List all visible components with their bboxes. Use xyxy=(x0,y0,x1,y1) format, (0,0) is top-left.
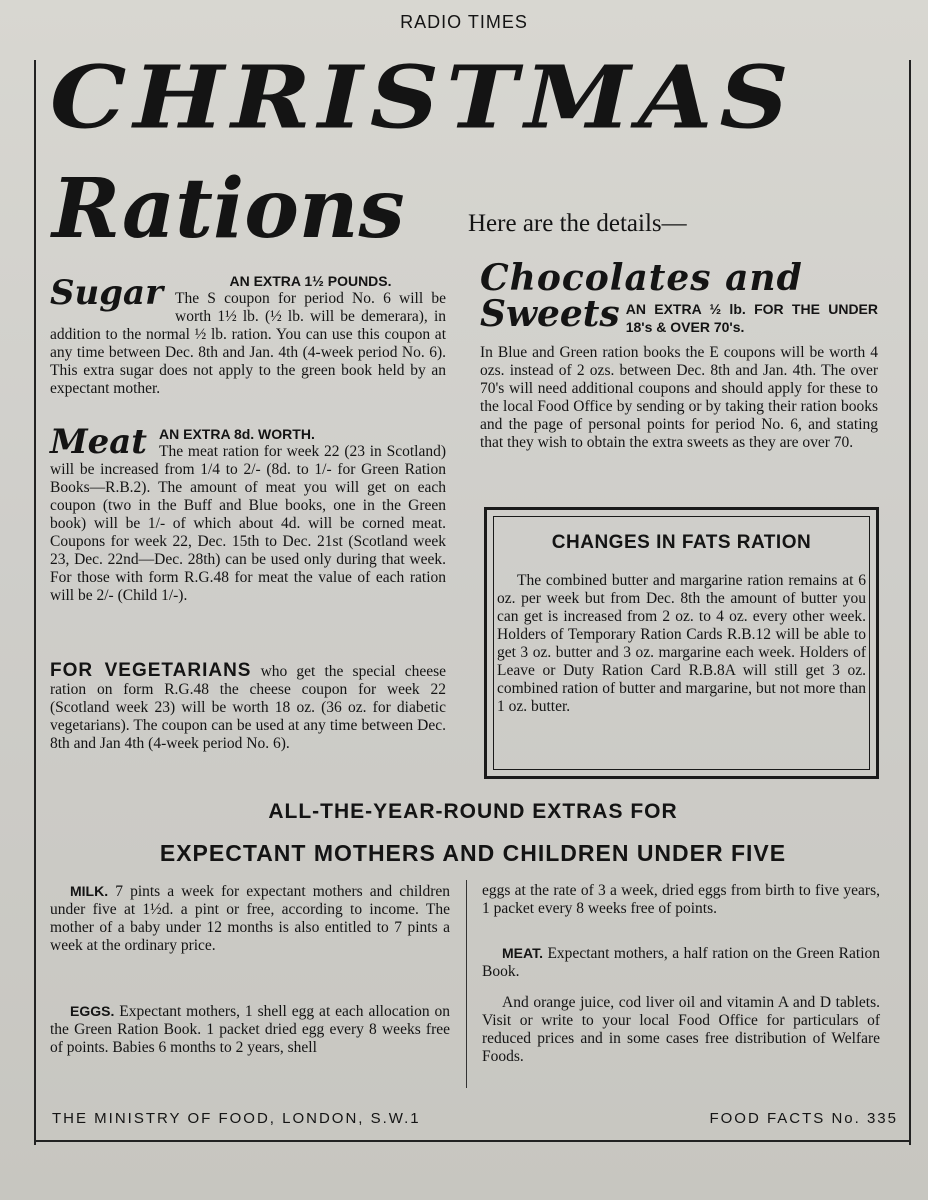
meat-lead: AN EXTRA 8d. WORTH. xyxy=(159,426,315,442)
fats-title: CHANGES IN FATS RATION xyxy=(551,532,812,553)
title-rations: Rations xyxy=(52,161,405,257)
vegetarian-section xyxy=(50,662,446,753)
vegetarian-heading: FOR VEGETARIANS xyxy=(50,660,252,681)
footer-food-facts: FOOD FACTS No. 335 xyxy=(709,1110,898,1127)
fats-ration-box xyxy=(484,507,879,779)
meat-heading: Meat xyxy=(50,422,148,462)
column-divider xyxy=(466,880,467,1088)
chocolates-heading: Chocolates and xyxy=(480,257,803,299)
extras-title-line1: ALL-THE-YEAR-ROUND EXTRAS FOR xyxy=(268,800,678,823)
sugar-body: The S coupon for period No. 6 will be worth 1½ lb. (½ lb. will be demerara), in addition to the normal ½ lb. ration. You can use this coupon at any time between Dec. 8th and Jan. 4th (4-week period No. 6). This extra sugar does not apply to the green book held by an expectant mother. xyxy=(50,290,446,397)
bottom-rule xyxy=(34,1140,909,1142)
milk-heading: MILK. xyxy=(70,883,109,899)
chocolates-lead: AN EXTRA ½ lb. FOR THE UNDER 18's & OVER 70's. xyxy=(625,301,878,335)
footer-ministry: THE MINISTRY OF FOOD, LONDON, S.W.1 xyxy=(52,1110,421,1127)
sweets-heading: Sweets xyxy=(480,296,620,335)
meat-extras-paragraph xyxy=(482,944,880,981)
meat-body: The meat ration for week 22 (23 in Scotland) will be increased from 1/4 to 2/- (8d. to 1/- for Green Ration Books—R.B.2). The amount of meat you will get on each coupon (two in the Buff and Blue books, one in the Green book) will be 1/- of which about 4d. will be corned meat. Coupons for week 22, Dec. 15th to Dec. 21st (Scotland week 23, Dec. 22nd—Dec. 28th) can be used only during that week. For those with form R.G.48 for meat the value of each ration will be 2/- (Child 1/-). xyxy=(50,443,446,604)
sugar-heading: Sugar xyxy=(50,273,163,313)
meat-section xyxy=(50,422,446,605)
intro-text: Here are the details— xyxy=(468,210,687,237)
eggs-heading: EGGS. xyxy=(70,1003,115,1019)
sugar-lead: AN EXTRA 1½ POUNDS. xyxy=(229,273,392,289)
milk-paragraph xyxy=(50,882,450,955)
masthead: RADIO TIMES xyxy=(400,12,528,32)
eggs-paragraph xyxy=(50,1002,450,1057)
eggs-body: Expectant mothers, 1 shell egg at each allocation on the Green Ration Book. 1 packet dried egg every 8 weeks free of points. Babies 6 months to 2 years, shell xyxy=(50,1003,451,1056)
juice-paragraph: And orange juice, cod liver oil and vitamin A and D tablets. Visit or write to your local Food Office for particulars of reduced prices and in some cases free distribution of Welfare Foods. xyxy=(482,994,880,1065)
eggs-continued: eggs at the rate of 3 a week, dried eggs from birth to five years, 1 packet every 8 weeks free of points. xyxy=(482,882,880,917)
title-christmas: CHRISTMAS xyxy=(50,46,796,149)
extras-title-line2: EXPECTANT MOTHERS AND CHILDREN UNDER FIVE xyxy=(159,840,787,866)
fats-body: The combined butter and margarine ration remains at 6 oz. per week but from Dec. 8th the amount of butter you can get is increased from 2 oz. to 4 oz. every other week. Holders of Temporary Ration Cards R.B.12 will be able to get 3 oz. butter and 3 oz. margarine each week. Holders of Leave or Duty Ration Card R.B.8A will still get 3 oz. combined ration of butter and margarine, but not more than 1 oz. butter. xyxy=(497,572,866,715)
chocolates-body: In Blue and Green ration books the E coupons will be worth 4 ozs. instead of 2 ozs. between Dec. 8th and Jan. 4th. The over 70's will need additional coupons and should apply for these to the local Food Office by sending or by taking their ration books and the page of personal points for period No. 6, and stating that they wish to obtain the extra sweets as they are over 70. xyxy=(480,344,878,451)
sugar-section xyxy=(50,272,446,398)
meat-extras-body: Expectant mothers, a half ration on the Green Ration Book. xyxy=(482,945,880,980)
vegetarian-body: who get the special cheese ration on form R.G.48 the cheese coupon for week 22 (Scotland week 23) will be worth 18 oz. (36 oz. for diabetic vegetarians). The coupon can be used at any time between Dec. 8th and Jan 4th (4-week period No. 6). xyxy=(50,663,446,752)
meat-extras-heading: MEAT. xyxy=(502,945,543,961)
chocolates-section xyxy=(480,257,878,452)
milk-body: 7 pints a week for expectant mothers and children under five at 1½d. a pint or free, according to income. The mother of a baby under 12 months is also entitled to 7 pints a week at the ordinary price. xyxy=(50,883,451,954)
